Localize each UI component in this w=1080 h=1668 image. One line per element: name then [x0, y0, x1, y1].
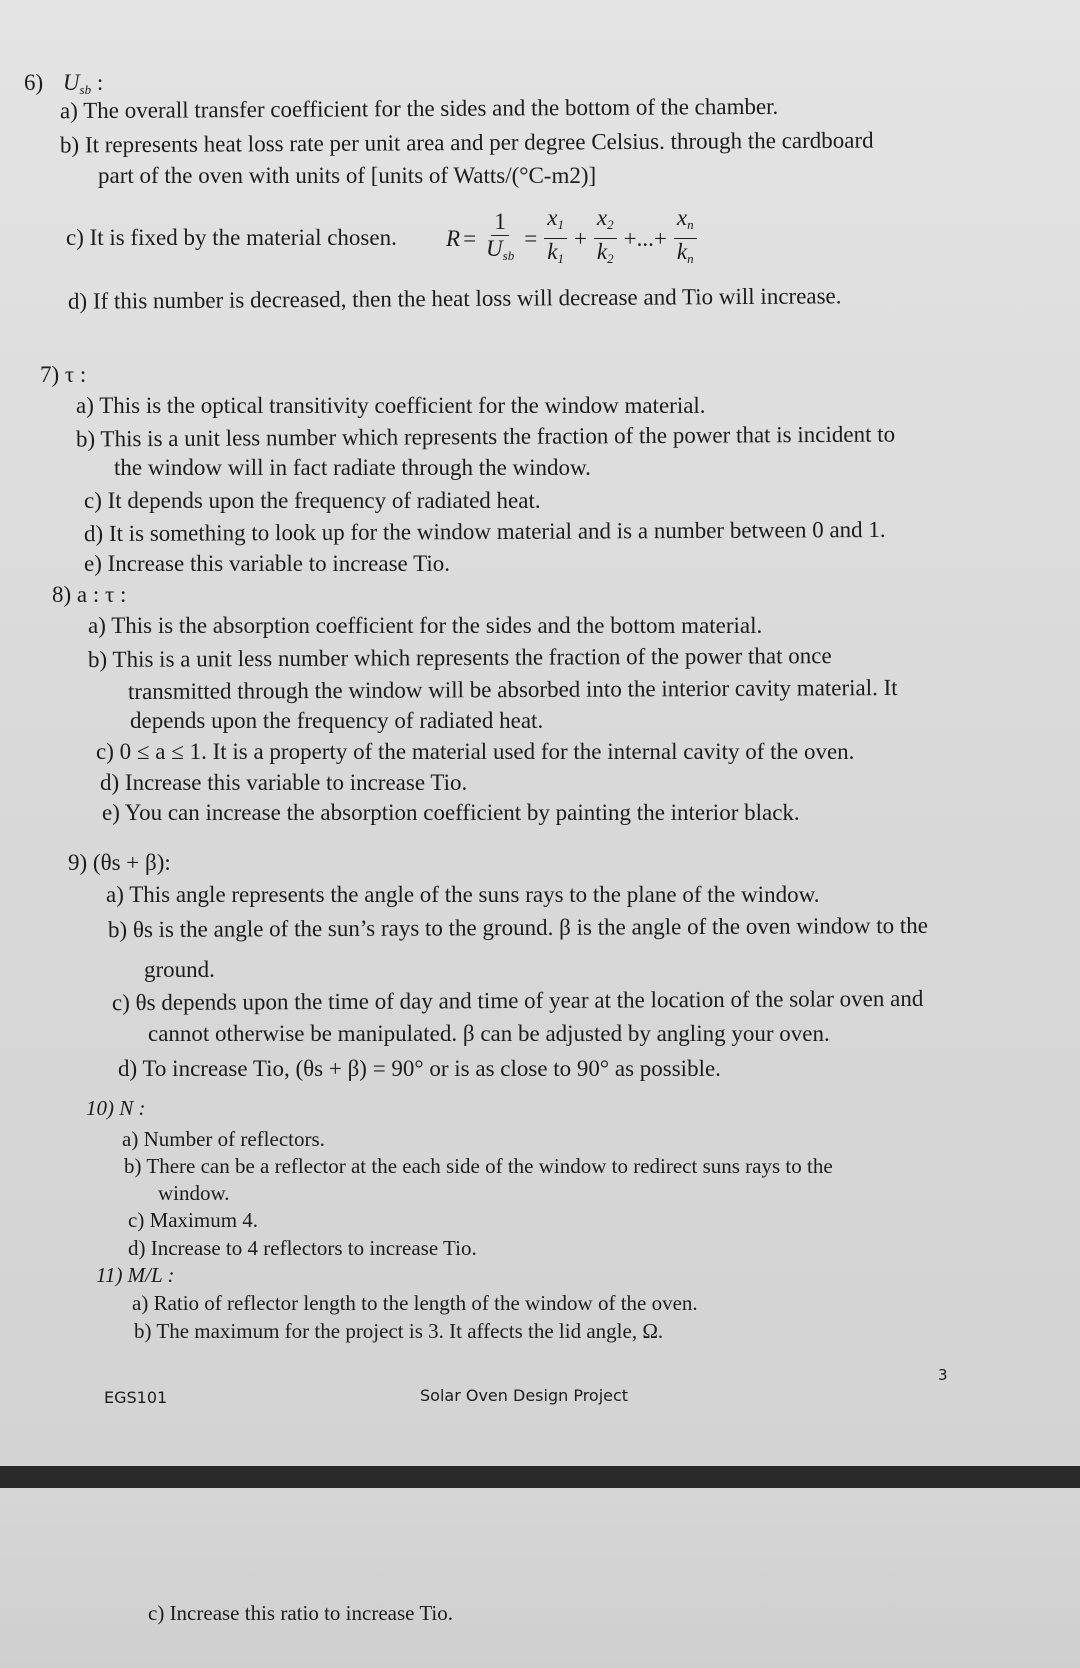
- q7-item-b-line1: b) This is a unit less number which represents the fraction of the power that is incident to: [75, 421, 896, 452]
- q6-item-a: a) The overall transfer coefficient for the sides and the bottom of the chamber.: [59, 93, 779, 124]
- page-separator: [0, 1466, 1080, 1488]
- q6-item-b-line1: b) It represents heat loss rate per unit area and per degree Celsius. through the cardboard: [59, 127, 874, 158]
- q11-item-b: b) The maximum for the project is 3. It affects the lid angle, Ω.: [134, 1319, 664, 1343]
- q10-item-d: d) Increase to 4 reflectors to increase Tio.: [128, 1236, 477, 1260]
- q10-item-a: a) Number of reflectors.: [122, 1127, 325, 1151]
- q6-number: 6): [24, 70, 44, 95]
- q6-item-d: d) If this number is decreased, then the heat loss will decrease and Tio will increase.: [67, 283, 842, 314]
- q7-item-d: d) It is something to look up for the window material and is a number between 0 and 1.: [83, 516, 886, 547]
- q7-heading: 7) τ :: [40, 362, 87, 387]
- q9-item-c-line1: c) θs depends upon the time of day and time of year at the location of the solar oven and: [111, 985, 924, 1016]
- q7-item-a: a) This is the optical transitivity coefficient for the window material.: [76, 393, 706, 418]
- q8-item-a: a) This is the absorption coefficient for the sides and the bottom material.: [88, 613, 763, 638]
- q6-symbol: $U_{sb}$: [62, 70, 92, 97]
- q8-item-b-line1: b) This is a unit less number which represents the fraction of the power that once: [87, 643, 832, 672]
- q7-item-b-line2: the window will in fact radiate through the window.: [114, 455, 591, 480]
- q6-item-b-line2: part of the oven with units of [units of Watts/(°C-m2)]: [98, 163, 597, 188]
- q9-heading: 9) (θs + β):: [68, 850, 171, 875]
- q8-item-d: d) Increase this variable to increase Tio.: [100, 770, 468, 795]
- next-page: [0, 1488, 1080, 1668]
- q9-item-b-line1: b) θs is the angle of the sun’s rays to the ground. β is the angle of the oven window to the: [107, 912, 928, 943]
- q7-item-e: e) Increase this variable to increase Tio.: [84, 551, 450, 576]
- q10-item-b-line2: window.: [158, 1181, 230, 1205]
- q8-item-b-line2: transmitted through the window will be absorbed into the interior cavity material. It: [127, 674, 898, 705]
- q9-item-c-line2: cannot otherwise be manipulated. β can be adjusted by angling your oven.: [148, 1021, 830, 1046]
- q10-heading: 10) N :: [86, 1096, 146, 1120]
- q11-item-a: a) Ratio of reflector length to the length of the window of the oven.: [132, 1291, 698, 1315]
- resistance-formula: R = $\frac{1}{U_{sb}}$ = $\frac{x_1}{k_1}$ + $\frac{x_2}{k_2}$ +...+ $\frac{x_n}{k_n}$: [446, 205, 701, 272]
- q8-item-e: e) You can increase the absorption coefficient by painting the interior black.: [102, 800, 800, 825]
- q9-item-d: d) To increase Tio, (θs + β) = 90° or is as close to 90° as possible.: [118, 1056, 721, 1081]
- q10-item-c: c) Maximum 4.: [128, 1208, 259, 1232]
- footer-course: EGS101: [104, 1388, 168, 1407]
- q6-item-c: c) It is fixed by the material chosen.: [66, 225, 397, 250]
- q6-heading: 6) $U_{sb}$ :: [24, 70, 104, 97]
- q10-item-b-line1: b) There can be a reflector at the each side of the window to redirect suns rays to the: [124, 1154, 833, 1178]
- page-number: 3: [938, 1366, 948, 1384]
- q8-heading: 8) a : τ :: [52, 582, 127, 607]
- q9-item-b-line2: ground.: [144, 957, 215, 982]
- q9-item-a: a) This angle represents the angle of the suns rays to the plane of the window.: [106, 882, 820, 907]
- q8-item-b-line3: depends upon the frequency of radiated heat.: [130, 708, 544, 733]
- q11-heading: 11) M/L :: [96, 1263, 175, 1287]
- q7-item-c: c) It depends upon the frequency of radiated heat.: [84, 488, 541, 513]
- q11-item-c: c) Increase this ratio to increase Tio.: [148, 1601, 453, 1625]
- footer-title: Solar Oven Design Project: [420, 1386, 629, 1405]
- q8-item-c: c) 0 ≤ a ≤ 1. It is a property of the material used for the internal cavity of the oven.: [96, 739, 855, 764]
